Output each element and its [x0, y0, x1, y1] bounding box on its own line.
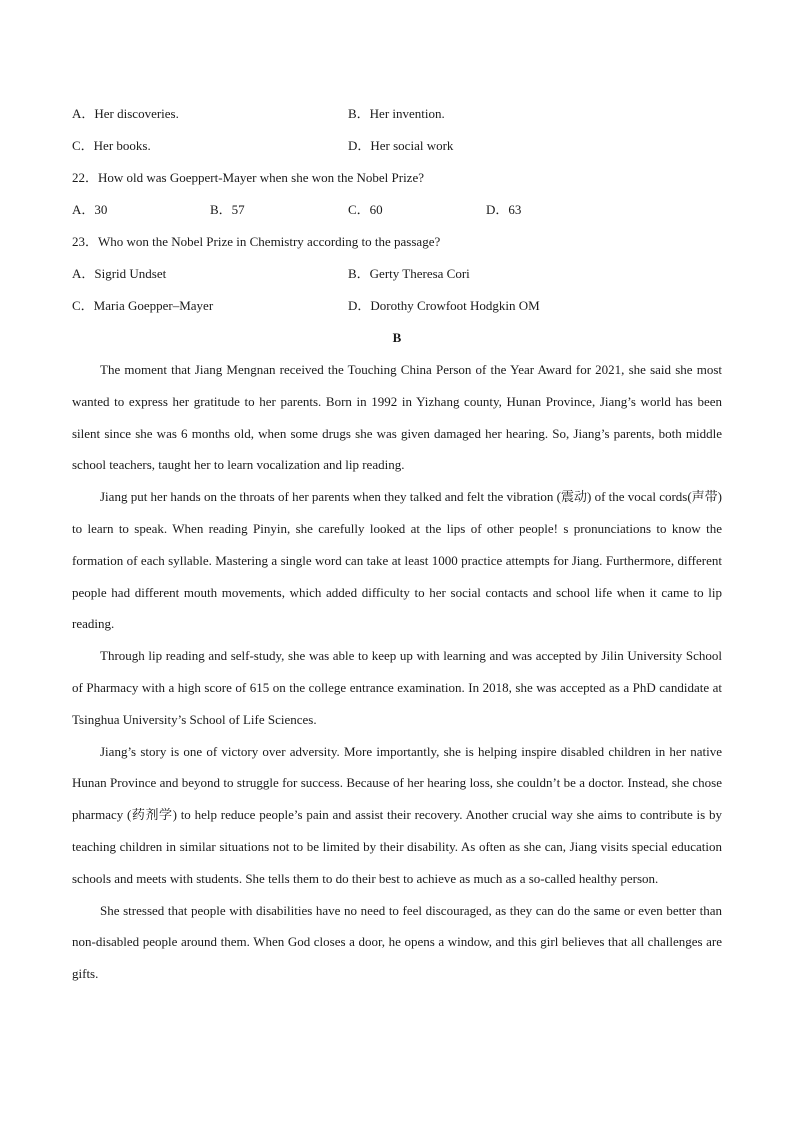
q23-options-row-1	[72, 258, 722, 290]
passage-paragraph-2: Jiang put her hands on the throats of her parents when they talked and felt the vibration (震动) of the vocal cords(声带) to learn to speak. When reading Pinyin, she carefully looked at the lips of other people! s pronunciations to know the formation of each syllable. Mastering a single word can take at least 1000 practice attempts for Jiang. Furthermore, different people had different mouth movements, which added difficulty to her social contacts and school life when it came to lip reading.	[72, 489, 723, 632]
exam-page	[72, 98, 722, 990]
q23-option-a[interactable]: A．Sigrid Undset	[72, 266, 167, 281]
q22-option-d[interactable]: D．63	[486, 202, 522, 217]
q23-option-b[interactable]: B．Gerty Theresa Cori	[348, 266, 470, 281]
q22-options-row	[72, 194, 722, 226]
q23-options-row-2	[72, 290, 722, 322]
q23-option-d[interactable]: D．Dorothy Crowfoot Hodgkin OM	[348, 298, 540, 313]
q23-option-c[interactable]: C．Maria Goepper–Mayer	[72, 298, 214, 313]
passage-paragraph-4: Jiang’s story is one of victory over adversity. More importantly, she is helping inspire disabled children in her native Hunan Province and beyond to struggle for success. Because of her hearing loss, she couldn’t be a doctor. Instead, she chose pharmacy (药剂学) to help reduce people’s pain and assist their recovery. Another crucial way she aims to contribute is by teaching children in similar situations not to be limited by their disability. As often as she can, Jiang visits special education schools and meets with students. She tells them to do their best to achieve as much as a so-called healthy person.	[72, 743, 722, 886]
q22-option-a[interactable]: A．30	[72, 202, 108, 217]
q22-question: 22．How old was Goeppert-Mayer when she won the Nobel Prize?	[72, 170, 424, 185]
q23-question: 23．Who won the Nobel Prize in Chemistry according to the passage?	[72, 234, 441, 249]
section-b-title: B	[392, 330, 402, 345]
q21-options-row-1	[72, 98, 722, 130]
passage-paragraph-1: The moment that Jiang Mengnan received the Touching China Person of the Year Award for 2021, she said she most wanted to express her gratitude to her parents. Born in 1992 in Yizhang county, Hunan Province, Jiang’s world has been silent since she was 6 months old, when some drugs she was given damaged her hearing. So, Jiang’s parents, both middle school teachers, taught her to learn vocalization and lip reading.	[72, 362, 722, 473]
q22-option-b[interactable]: B．57	[210, 202, 245, 217]
q21-option-b[interactable]: B．Her invention.	[348, 106, 445, 121]
q21-option-d[interactable]: D．Her social work	[348, 138, 454, 153]
q22-option-c[interactable]: C．60	[348, 202, 383, 217]
q21-options-row-2	[72, 130, 722, 162]
passage-paragraph-5: She stressed that people with disabilities have no need to feel discouraged, as they can do the same or even better than non-disabled people around them. When God closes a door, he opens a window, and this girl believes that all challenges are gifts.	[72, 902, 722, 982]
q21-option-a[interactable]: A．Her discoveries.	[72, 106, 179, 121]
q21-option-c[interactable]: C．Her books.	[72, 138, 151, 153]
passage-paragraph-3: Through lip reading and self-study, she was able to keep up with learning and was accepted by Jilin University School of Pharmacy with a high score of 615 on the college entrance examination. In 2018, she was accepted as a PhD candidate at Tsinghua University’s School of Life Sciences.	[72, 648, 722, 727]
